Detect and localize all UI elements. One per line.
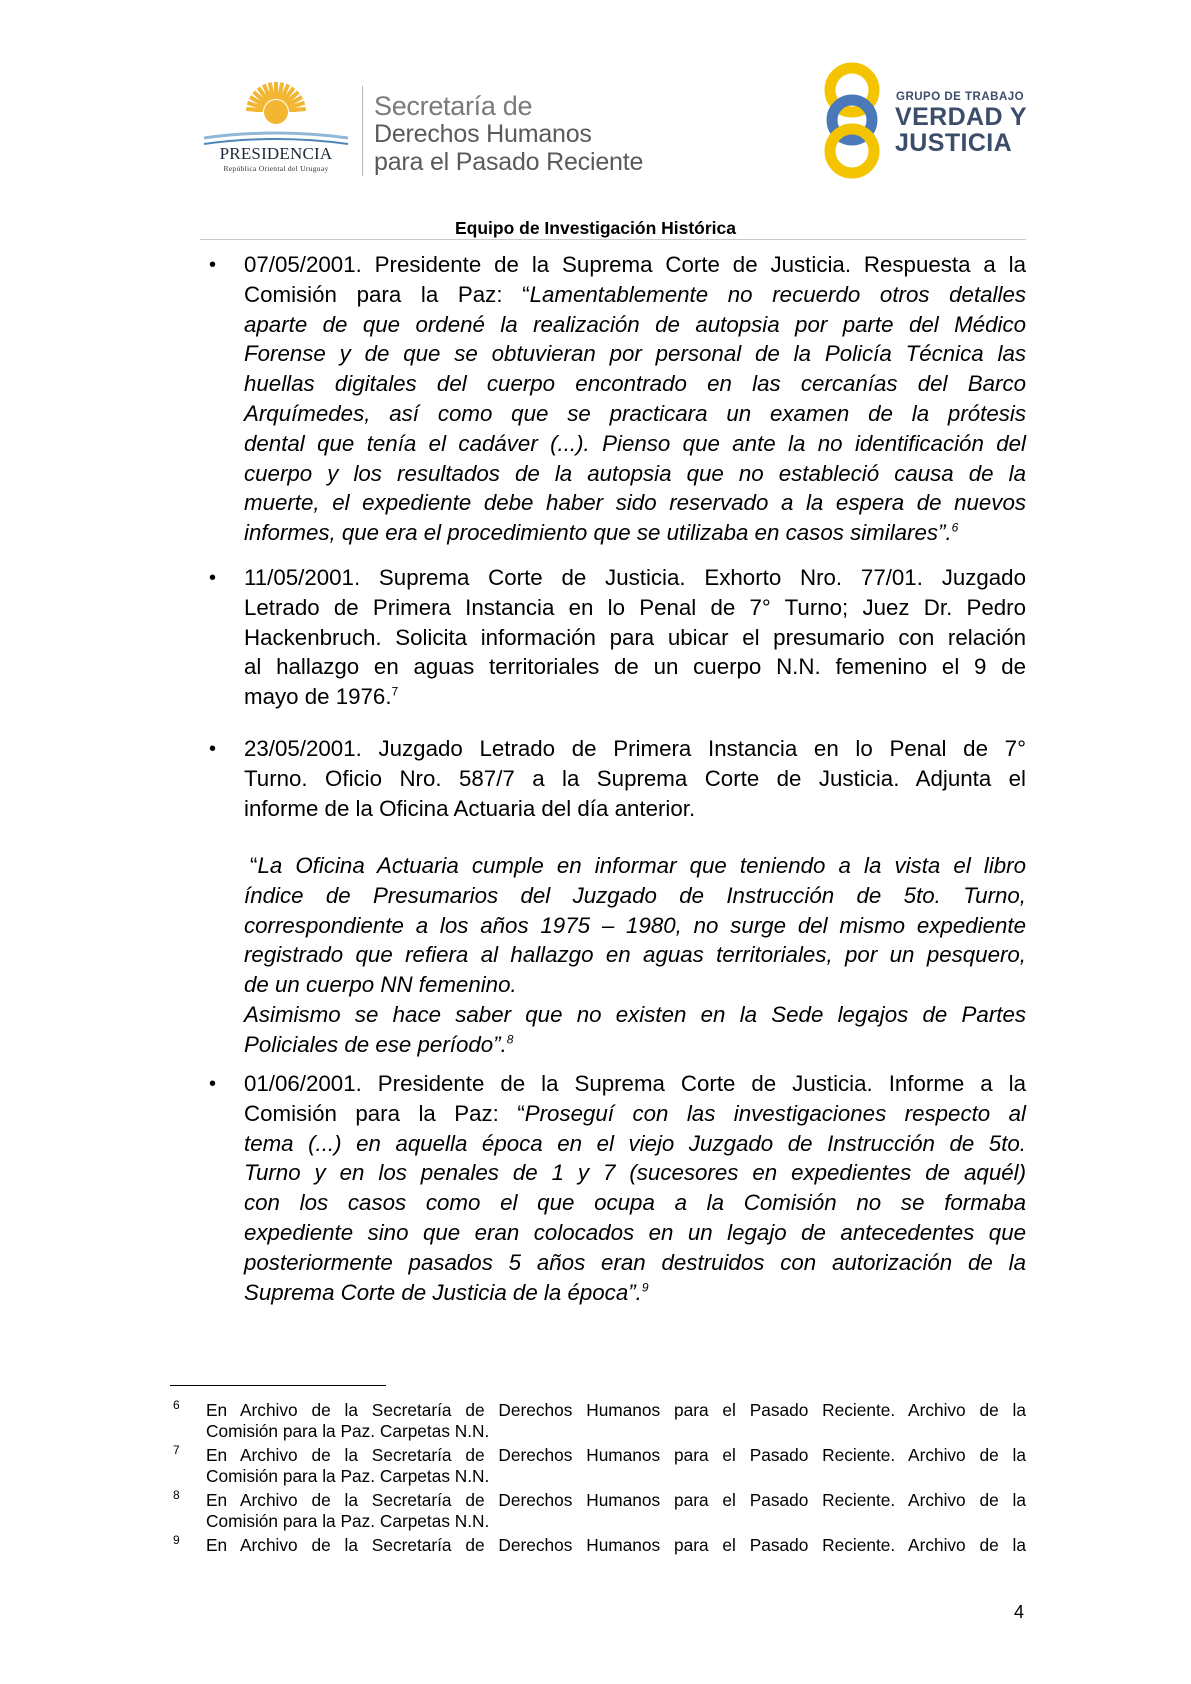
quoted-text: dental que tenía el cadáver (...). Pienso que ante la no identificación del — [244, 430, 1026, 456]
quoted-text: tema (...) en aquella época en el viejo Juzgado de Instrucción de 5to. — [244, 1130, 1026, 1156]
quoted-text: informes, que era el procedimiento que se utilizaba en casos similares”. — [244, 520, 952, 546]
entry-line — [244, 1131, 1026, 1157]
entry-line — [244, 1250, 1026, 1276]
verdad-label: VERDAD Y — [895, 103, 1027, 131]
entry-line — [244, 252, 1026, 278]
plain-text: 23/05/2001. Juzgado Letrado de Primera Instancia en lo Penal de 7° — [244, 736, 1026, 761]
plain-text: Comisión para la Paz: “ — [244, 281, 530, 307]
quote-line — [244, 942, 1026, 968]
entry-line — [244, 796, 1026, 822]
entry-line — [244, 1220, 1026, 1246]
footnote-text: Comisión para la Paz. Carpetas N.N. — [206, 1511, 490, 1531]
quoted-text: cuerpo y los resultados de la autopsia que no estableció causa de la — [244, 460, 1026, 486]
quoted-text: aparte de que ordené la realización de autopsia por parte del Médico — [244, 311, 1026, 337]
verdad-justicia-label — [895, 104, 1027, 156]
quoted-text: Suprema Corte de Justicia de la época”. — [244, 1279, 642, 1305]
quote-line — [244, 1002, 1026, 1028]
footnote-text: Comisión para la Paz. Carpetas N.N. — [206, 1421, 490, 1441]
page-number: 4 — [1014, 1602, 1025, 1622]
plain-text: Hackenbruch. Solicita información para ubicar el presumario con relación — [244, 624, 1026, 650]
entry-line — [244, 341, 1026, 367]
entry-line — [244, 1101, 1026, 1127]
quoted-text: posteriormente pasados 5 años eran destruidos con autorización de la — [244, 1249, 1026, 1275]
plain-text: Letrado de Primera Instancia en lo Penal de 7° Turno; Juez Dr. Pedro — [244, 594, 1026, 620]
footnote-text: Comisión para la Paz. Carpetas N.N. — [206, 1466, 490, 1486]
quoted-text: La Oficina Actuaria cumple en informar que teniendo a la vista el libro — [257, 853, 1026, 878]
entry-line — [244, 401, 1026, 427]
presidencia-label: PRESIDENCIA — [219, 144, 333, 163]
quoted-text: Arquímedes, así como que se practicara un examen de la prótesis — [244, 401, 1026, 426]
quoted-text: con los casos como el que ocupa a la Comisión no se formaba — [244, 1190, 1026, 1216]
quoted-text: correspondiente a los años 1975 – 1980, no surge del mismo expediente — [244, 912, 1026, 938]
entry-line — [244, 461, 1026, 487]
footnote-text: En Archivo de la Secretaría de Derechos Humanos para el Pasado Reciente. Archivo de la — [206, 1490, 1026, 1510]
bullet-marker: • — [209, 254, 217, 276]
plain-text: “ — [250, 853, 258, 878]
bullet-marker: • — [209, 567, 217, 589]
quoted-text: expediente sino que eran colocados en un legajo de antecedentes que — [244, 1220, 1026, 1245]
grupo-de-trabajo-label: GRUPO DE TRABAJO — [896, 91, 1025, 103]
plain-text: informe de la Oficina Actuaria del día anterior. — [244, 795, 696, 821]
section-title: Equipo de Investigación Histórica — [454, 218, 737, 238]
entry-line — [244, 595, 1026, 621]
entry-line — [244, 520, 1026, 546]
footnote-number: 8 — [173, 1488, 180, 1502]
header-rule — [200, 239, 1026, 240]
footnote-number: 6 — [173, 1398, 180, 1412]
entry-line — [244, 1280, 1026, 1306]
footnote-ref: 6 — [951, 520, 959, 535]
secretaria-logo-text — [374, 92, 643, 176]
quoted-text: índice de Presumarios del Juzgado de Instrucción de 5to. Turno, — [244, 882, 1026, 908]
quoted-text: Turno y en los penales de 1 y 7 (sucesores en expedientes de aquél) — [244, 1160, 1026, 1186]
quoted-text: Proseguí con las investigaciones respecto al — [524, 1100, 1027, 1126]
footnote-ref: 9 — [641, 1280, 649, 1295]
quote-line — [244, 972, 1026, 998]
footnote-ref: 7 — [391, 684, 399, 699]
entry-line — [244, 431, 1026, 457]
entry-line — [244, 684, 1026, 710]
quote-line — [250, 853, 1026, 879]
entry-line — [244, 371, 1026, 397]
plain-text: al hallazgo en aguas territoriales de un cuerpo N.N. femenino el 9 de — [244, 654, 1026, 680]
quoted-text: huellas digitales del cuerpo encontrado en las cercanías del Barco — [244, 371, 1026, 397]
plain-text: mayo de 1976. — [244, 684, 392, 710]
entry-line — [244, 1071, 1026, 1097]
quote-line — [244, 913, 1026, 939]
plain-text: 11/05/2001. Suprema Corte de Justicia. Exhorto Nro. 77/01. Juzgado — [244, 565, 1026, 590]
footnote-ref: 8 — [506, 1032, 514, 1047]
bullet-marker: • — [209, 738, 217, 760]
entry-line — [244, 625, 1026, 651]
footnote-number: 9 — [173, 1533, 180, 1547]
quoted-text: de un cuerpo NN femenino. — [244, 972, 517, 998]
presidencia-subtitle: República Oriental del Uruguay — [223, 164, 329, 173]
footnote-text: En Archivo de la Secretaría de Derechos Humanos para el Pasado Reciente. Archivo de la — [206, 1400, 1026, 1420]
header-divider — [362, 86, 363, 176]
entry-line — [244, 1160, 1026, 1186]
presidencia-logo — [196, 78, 356, 178]
plain-text: 01/06/2001. Presidente de la Suprema Corte de Justicia. Informe a la — [244, 1071, 1026, 1096]
sun-emblem-icon — [196, 78, 356, 148]
bullet-marker: • — [209, 1073, 217, 1095]
plain-text: 07/05/2001. Presidente de la Suprema Corte de Justicia. Respuesta a la — [244, 252, 1026, 277]
quoted-text: Forense y de que se obtuvieran por personal de la Policía Técnica las — [244, 341, 1026, 367]
entry-line — [244, 565, 1026, 591]
footnote-text: En Archivo de la Secretaría de Derechos Humanos para el Pasado Reciente. Archivo de la — [206, 1535, 1026, 1555]
footnote-text: En Archivo de la Secretaría de Derechos Humanos para el Pasado Reciente. Archivo de la — [206, 1445, 1026, 1465]
quoted-text: Policiales de ese período”. — [244, 1031, 507, 1057]
quoted-text: Asimismo se hace saber que no existen en la Sede legajos de Partes — [244, 1002, 1026, 1027]
plain-text: Comisión para la Paz: “ — [244, 1100, 525, 1126]
secretaria-line-3: para el Pasado Reciente — [374, 148, 644, 176]
entry-line — [244, 312, 1026, 338]
quoted-text: Lamentablemente no recuerdo otros detalles — [529, 281, 1027, 307]
quoted-text: registrado que refiera al hallazgo en aguas territoriales, por un pesquero, — [244, 942, 1026, 968]
quoted-text: muerte, el expediente debe haber sido reservado a la espera de nuevos — [244, 490, 1026, 516]
entry-line — [244, 766, 1026, 792]
entry-line — [244, 654, 1026, 680]
quote-line — [244, 1032, 1026, 1058]
entry-line — [244, 736, 1026, 762]
entry-line — [244, 1190, 1026, 1216]
entry-line — [244, 282, 1026, 308]
footnote-number: 7 — [173, 1443, 180, 1457]
quote-line — [244, 883, 1026, 909]
justicia-label: JUSTICIA — [895, 129, 1013, 157]
entry-line — [244, 490, 1026, 516]
secretaria-line-2: Derechos Humanos — [374, 120, 592, 148]
footnote-separator — [170, 1385, 386, 1386]
secretaria-line-1: Secretaría de — [374, 91, 533, 121]
plain-text: Turno. Oficio Nro. 587/7 a la Suprema Corte de Justicia. Adjunta el — [244, 765, 1026, 791]
